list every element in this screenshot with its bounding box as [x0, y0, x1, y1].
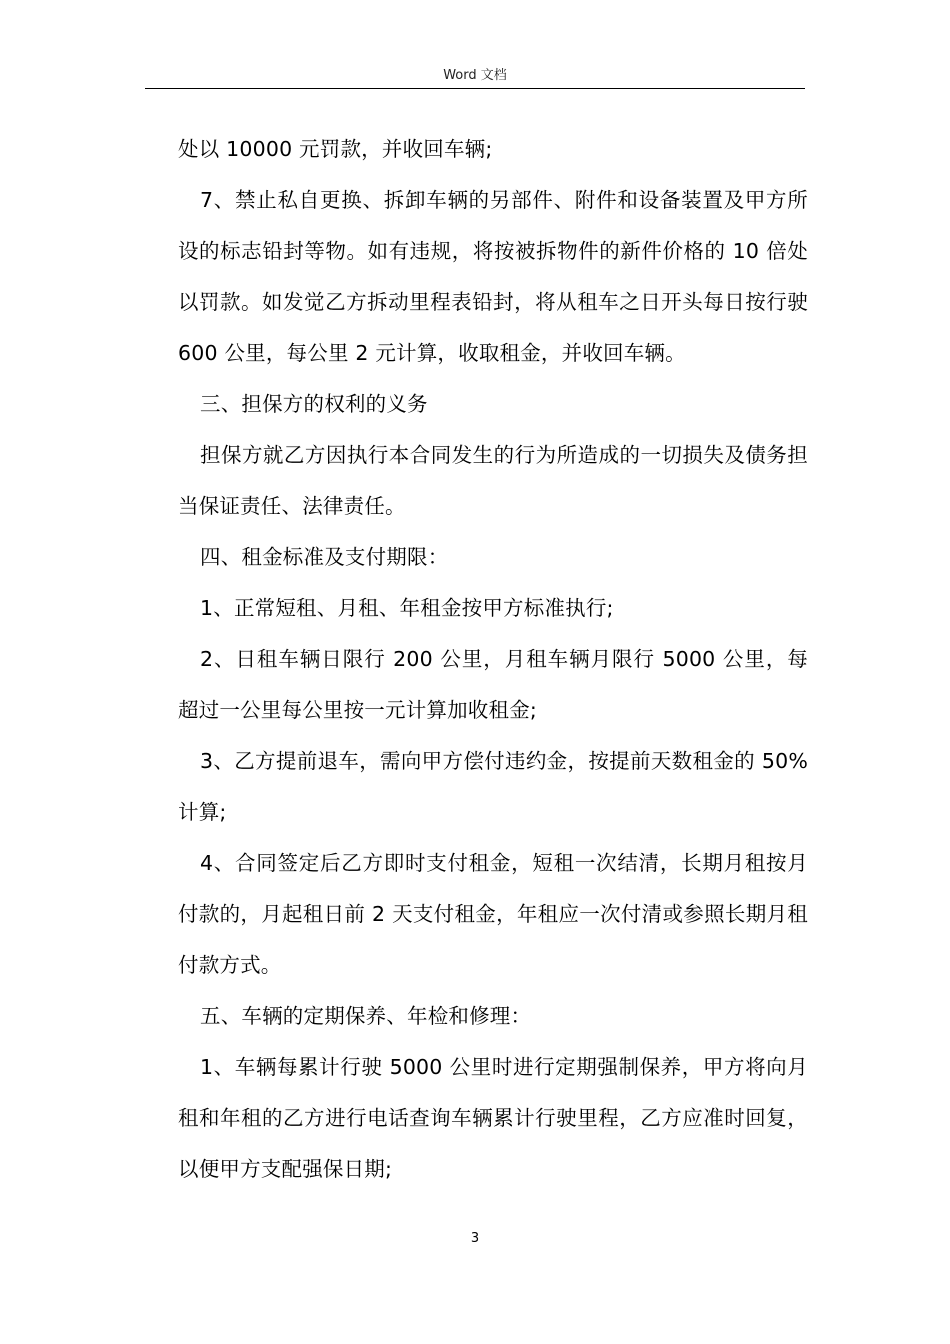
paragraph-4: 担保方就乙方因执行本合同发生的行为所造成的一切损失及债务担当保证责任、法律责任。 — [178, 443, 808, 518]
page-header-title: Word 文档 — [443, 68, 507, 83]
paragraph-6: 1、正常短租、月租、年租金按甲方标准执行; — [200, 596, 614, 620]
document-body — [178, 124, 808, 1195]
paragraph-8: 3、乙方提前退车，需向甲方偿付违约金，按提前天数租金的 50%计算; — [178, 749, 808, 824]
paragraph-11: 1、车辆每累计行驶 5000 公里时进行定期强制保养，甲方将向月租和年租的乙方进行电话查询车辆累计行驶里程，乙方应准时回复，以便甲方支配强保日期; — [178, 1055, 808, 1181]
header-divider — [145, 88, 805, 89]
section-heading-3: 三、担保方的权利的义务 — [200, 392, 428, 416]
paragraph-1: 处以 10000 元罚款，并收回车辆; — [178, 137, 493, 161]
paragraph-9: 4、合同签定后乙方即时支付租金，短租一次结清，长期月租按月付款的，月起租日前 2 天支付租金，年租应一次付清或参照长期月租付款方式。 — [178, 851, 808, 977]
section-heading-4: 四、租金标准及支付期限： — [200, 545, 449, 569]
section-heading-5: 五、车辆的定期保养、年检和修理： — [200, 1004, 532, 1028]
paragraph-2: 7、禁止私自更换、拆卸车辆的另部件、附件和设备装置及甲方所设的标志铅封等物。如有违规，将按被拆物件的新件价格的 10 倍处以罚款。如发觉乙方拆动里程表铅封，将从租车之日开头每日按行驶 600 公里，每公里 2 元计算，收取租金，并收回车辆。 — [178, 188, 808, 365]
page-number: 3 — [470, 1231, 480, 1246]
paragraph-7: 2、日租车辆日限行 200 公里，月租车辆月限行 5000 公里，每超过一公里每公里按一元计算加收租金; — [178, 647, 808, 722]
